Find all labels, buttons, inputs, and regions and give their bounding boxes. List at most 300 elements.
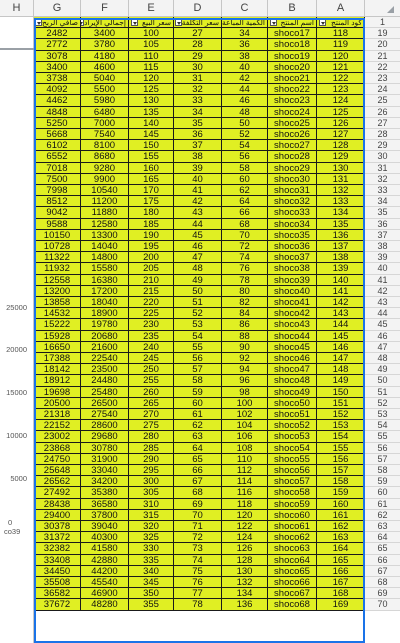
cell-c[interactable]: 76 <box>222 263 268 274</box>
cell-b[interactable]: shoco38 <box>268 263 317 274</box>
cell-d[interactable]: 71 <box>174 521 222 532</box>
column-header-h[interactable]: H <box>0 0 34 17</box>
cell-e[interactable]: 150 <box>129 140 174 151</box>
cell-d[interactable]: 42 <box>174 196 222 207</box>
cell-e[interactable]: 270 <box>129 409 174 420</box>
cell-a[interactable]: 122 <box>317 73 365 84</box>
cell-e[interactable]: 145 <box>129 129 174 140</box>
cell-f[interactable]: 26500 <box>81 398 129 409</box>
row-number[interactable]: 42 <box>365 286 400 297</box>
cell-g[interactable]: 15928 <box>34 331 81 342</box>
cell-g[interactable]: 15222 <box>34 319 81 330</box>
cell-b[interactable]: shoco67 <box>268 588 317 599</box>
cell-d[interactable]: 72 <box>174 532 222 543</box>
cell-f[interactable]: 15580 <box>81 263 129 274</box>
cell-a[interactable]: 152 <box>317 409 365 420</box>
row-number[interactable]: 64 <box>365 532 400 543</box>
cell-a[interactable]: 169 <box>317 599 365 610</box>
cell-a[interactable]: 131 <box>317 174 365 185</box>
cell-b[interactable]: shoco43 <box>268 319 317 330</box>
cell-a[interactable]: 126 <box>317 118 365 129</box>
cell-a[interactable]: 120 <box>317 51 365 62</box>
cell-e[interactable]: 240 <box>129 342 174 353</box>
cell-c[interactable]: 40 <box>222 62 268 73</box>
cell-c[interactable]: 50 <box>222 118 268 129</box>
cell-d[interactable]: 43 <box>174 207 222 218</box>
row-number[interactable]: 27 <box>365 118 400 129</box>
cell-a[interactable]: 146 <box>317 342 365 353</box>
cell-b[interactable]: shoco17 <box>268 28 317 39</box>
cell-f[interactable]: 33040 <box>81 465 129 476</box>
cell-f[interactable]: 46900 <box>81 588 129 599</box>
cell-f[interactable]: 11880 <box>81 207 129 218</box>
filter-header-b[interactable] <box>268 17 317 28</box>
cell-g[interactable]: 19698 <box>34 387 81 398</box>
cell-c[interactable]: 34 <box>222 28 268 39</box>
cell-d[interactable]: 35 <box>174 118 222 129</box>
cell-d[interactable]: 48 <box>174 263 222 274</box>
cell-a[interactable]: 136 <box>317 230 365 241</box>
cell-a[interactable]: 144 <box>317 319 365 330</box>
cell-c[interactable]: 116 <box>222 487 268 498</box>
cell-c[interactable]: 102 <box>222 409 268 420</box>
filter-header-d[interactable] <box>174 17 222 28</box>
cell-e[interactable]: 200 <box>129 252 174 263</box>
cell-f[interactable]: 14040 <box>81 241 129 252</box>
cell-a[interactable]: 135 <box>317 219 365 230</box>
cell-b[interactable]: shoco42 <box>268 308 317 319</box>
cell-b[interactable]: shoco45 <box>268 342 317 353</box>
cell-g[interactable]: 8512 <box>34 196 81 207</box>
cell-c[interactable]: 96 <box>222 375 268 386</box>
cell-f[interactable]: 12580 <box>81 219 129 230</box>
cell-g[interactable]: 29400 <box>34 510 81 521</box>
cell-a[interactable]: 145 <box>317 331 365 342</box>
cell-e[interactable]: 335 <box>129 555 174 566</box>
cell-b[interactable]: shoco64 <box>268 555 317 566</box>
row-number[interactable]: 29 <box>365 140 400 151</box>
row-number[interactable]: 26 <box>365 107 400 118</box>
cell-d[interactable]: 52 <box>174 308 222 319</box>
cell-d[interactable]: 38 <box>174 151 222 162</box>
cell-e[interactable]: 195 <box>129 241 174 252</box>
cell-f[interactable]: 27540 <box>81 409 129 420</box>
cell-b[interactable]: shoco62 <box>268 532 317 543</box>
cell-e[interactable]: 355 <box>129 599 174 610</box>
row-number[interactable]: 68 <box>365 577 400 588</box>
cell-a[interactable]: 156 <box>317 454 365 465</box>
cell-b[interactable]: shoco18 <box>268 39 317 50</box>
row-number[interactable]: 48 <box>365 353 400 364</box>
row-number[interactable]: 23 <box>365 73 400 84</box>
cell-g[interactable]: 23868 <box>34 443 81 454</box>
cell-e[interactable]: 255 <box>129 375 174 386</box>
cell-g[interactable]: 14532 <box>34 308 81 319</box>
cell-a[interactable]: 164 <box>317 543 365 554</box>
row-number[interactable]: 56 <box>365 443 400 454</box>
cell-f[interactable]: 5040 <box>81 73 129 84</box>
cell-d[interactable]: 55 <box>174 342 222 353</box>
row-number[interactable]: 60 <box>365 487 400 498</box>
cell-d[interactable]: 63 <box>174 431 222 442</box>
cell-g[interactable]: 7018 <box>34 163 81 174</box>
cell-b[interactable]: shoco33 <box>268 207 317 218</box>
cell-b[interactable]: shoco37 <box>268 252 317 263</box>
row-number[interactable]: 30 <box>365 151 400 162</box>
cell-d[interactable]: 74 <box>174 555 222 566</box>
cell-d[interactable]: 47 <box>174 252 222 263</box>
cell-a[interactable]: 168 <box>317 588 365 599</box>
cell-g[interactable]: 17388 <box>34 353 81 364</box>
cell-e[interactable]: 230 <box>129 319 174 330</box>
cell-c[interactable]: 44 <box>222 84 268 95</box>
cell-g[interactable]: 9588 <box>34 219 81 230</box>
cell-f[interactable]: 42880 <box>81 555 129 566</box>
cell-e[interactable]: 105 <box>129 39 174 50</box>
cell-e[interactable]: 205 <box>129 263 174 274</box>
cell-c[interactable]: 52 <box>222 129 268 140</box>
cell-g[interactable]: 4092 <box>34 84 81 95</box>
row-number[interactable]: 70 <box>365 599 400 610</box>
row-number[interactable]: 37 <box>365 230 400 241</box>
cell-a[interactable]: 150 <box>317 387 365 398</box>
cell-a[interactable]: 165 <box>317 555 365 566</box>
cell-g[interactable]: 10728 <box>34 241 81 252</box>
cell-c[interactable]: 66 <box>222 207 268 218</box>
cell-e[interactable]: 175 <box>129 196 174 207</box>
row-number[interactable]: 45 <box>365 319 400 330</box>
row-number[interactable]: 61 <box>365 499 400 510</box>
cell-f[interactable]: 35380 <box>81 487 129 498</box>
cell-a[interactable]: 134 <box>317 207 365 218</box>
cell-a[interactable]: 159 <box>317 487 365 498</box>
cell-b[interactable]: shoco20 <box>268 62 317 73</box>
cell-g[interactable]: 35508 <box>34 577 81 588</box>
cell-f[interactable]: 4600 <box>81 62 129 73</box>
cell-d[interactable]: 68 <box>174 487 222 498</box>
cell-e[interactable]: 315 <box>129 510 174 521</box>
cell-f[interactable]: 37800 <box>81 510 129 521</box>
row-number[interactable]: 46 <box>365 331 400 342</box>
cell-d[interactable]: 30 <box>174 62 222 73</box>
cell-g[interactable]: 18142 <box>34 364 81 375</box>
cell-d[interactable]: 31 <box>174 73 222 84</box>
cell-c[interactable]: 112 <box>222 465 268 476</box>
cell-b[interactable]: shoco58 <box>268 487 317 498</box>
cell-b[interactable]: shoco46 <box>268 353 317 364</box>
cell-b[interactable]: shoco25 <box>268 118 317 129</box>
cell-a[interactable]: 153 <box>317 420 365 431</box>
cell-b[interactable]: shoco65 <box>268 566 317 577</box>
cell-b[interactable]: shoco55 <box>268 454 317 465</box>
cell-f[interactable]: 29680 <box>81 431 129 442</box>
cell-f[interactable]: 36580 <box>81 499 129 510</box>
cell-e[interactable]: 310 <box>129 499 174 510</box>
cell-c[interactable]: 54 <box>222 140 268 151</box>
cell-c[interactable]: 104 <box>222 420 268 431</box>
cell-g[interactable]: 2482 <box>34 28 81 39</box>
cell-d[interactable]: 61 <box>174 409 222 420</box>
cell-a[interactable]: 151 <box>317 398 365 409</box>
cell-a[interactable]: 130 <box>317 163 365 174</box>
cell-f[interactable]: 14800 <box>81 252 129 263</box>
column-header-f[interactable]: F <box>81 0 129 17</box>
cell-e[interactable]: 350 <box>129 588 174 599</box>
cell-c[interactable]: 88 <box>222 331 268 342</box>
row-number[interactable]: 51 <box>365 387 400 398</box>
cell-e[interactable]: 250 <box>129 364 174 375</box>
cell-a[interactable]: 154 <box>317 431 365 442</box>
cell-e[interactable]: 330 <box>129 543 174 554</box>
cell-c[interactable]: 36 <box>222 39 268 50</box>
cell-b[interactable]: shoco28 <box>268 151 317 162</box>
cell-e[interactable]: 235 <box>129 331 174 342</box>
cell-a[interactable]: 123 <box>317 84 365 95</box>
cell-a[interactable]: 163 <box>317 532 365 543</box>
cell-a[interactable]: 132 <box>317 185 365 196</box>
cell-e[interactable]: 325 <box>129 532 174 543</box>
cell-f[interactable]: 40300 <box>81 532 129 543</box>
cell-a[interactable]: 142 <box>317 297 365 308</box>
cell-f[interactable]: 17200 <box>81 286 129 297</box>
row-number[interactable]: 58 <box>365 465 400 476</box>
cell-f[interactable]: 9280 <box>81 163 129 174</box>
cell-g[interactable]: 11932 <box>34 263 81 274</box>
row-number[interactable]: 33 <box>365 185 400 196</box>
row-number[interactable]: 32 <box>365 174 400 185</box>
cell-b[interactable]: shoco27 <box>268 140 317 151</box>
cell-c[interactable]: 78 <box>222 275 268 286</box>
cell-e[interactable]: 220 <box>129 297 174 308</box>
cell-a[interactable]: 161 <box>317 510 365 521</box>
cell-b[interactable]: shoco29 <box>268 163 317 174</box>
cell-e[interactable]: 295 <box>129 465 174 476</box>
cell-b[interactable]: shoco59 <box>268 499 317 510</box>
cell-c[interactable]: 106 <box>222 431 268 442</box>
cell-e[interactable]: 120 <box>129 73 174 84</box>
cell-a[interactable]: 155 <box>317 443 365 454</box>
cell-g[interactable]: 37672 <box>34 599 81 610</box>
cell-e[interactable]: 320 <box>129 521 174 532</box>
cell-c[interactable]: 132 <box>222 577 268 588</box>
cell-c[interactable]: 126 <box>222 543 268 554</box>
cell-g[interactable]: 36582 <box>34 588 81 599</box>
cell-e[interactable]: 135 <box>129 107 174 118</box>
cell-e[interactable]: 280 <box>129 431 174 442</box>
cell-a[interactable]: 166 <box>317 566 365 577</box>
cell-c[interactable]: 74 <box>222 252 268 263</box>
cell-d[interactable]: 64 <box>174 443 222 454</box>
cell-g[interactable]: 6102 <box>34 140 81 151</box>
cell-e[interactable]: 100 <box>129 28 174 39</box>
filter-header-f[interactable] <box>81 17 129 28</box>
cell-a[interactable]: 124 <box>317 95 365 106</box>
cell-d[interactable]: 75 <box>174 566 222 577</box>
cell-e[interactable]: 340 <box>129 566 174 577</box>
filter-dropdown-icon[interactable] <box>270 19 277 26</box>
cell-e[interactable]: 265 <box>129 398 174 409</box>
cell-g[interactable]: 31372 <box>34 532 81 543</box>
cell-b[interactable]: shoco51 <box>268 409 317 420</box>
cell-b[interactable]: shoco54 <box>268 443 317 454</box>
cell-c[interactable]: 86 <box>222 319 268 330</box>
cell-d[interactable]: 56 <box>174 353 222 364</box>
row-number[interactable]: 52 <box>365 398 400 409</box>
cell-d[interactable]: 53 <box>174 319 222 330</box>
cell-c[interactable]: 118 <box>222 499 268 510</box>
row-number[interactable]: 1 <box>365 17 400 28</box>
cell-a[interactable]: 121 <box>317 62 365 73</box>
cell-e[interactable]: 215 <box>129 286 174 297</box>
cell-g[interactable]: 9042 <box>34 207 81 218</box>
cell-d[interactable]: 39 <box>174 163 222 174</box>
cell-e[interactable]: 170 <box>129 185 174 196</box>
cell-b[interactable]: shoco44 <box>268 331 317 342</box>
cell-a[interactable]: 119 <box>317 39 365 50</box>
cell-b[interactable]: shoco48 <box>268 375 317 386</box>
cell-a[interactable]: 149 <box>317 375 365 386</box>
cell-b[interactable]: shoco26 <box>268 129 317 140</box>
row-number[interactable]: 54 <box>365 420 400 431</box>
cell-d[interactable]: 70 <box>174 510 222 521</box>
cell-c[interactable]: 48 <box>222 107 268 118</box>
row-number[interactable]: 67 <box>365 566 400 577</box>
cell-f[interactable]: 8100 <box>81 140 129 151</box>
cell-a[interactable]: 140 <box>317 275 365 286</box>
cell-g[interactable]: 11322 <box>34 252 81 263</box>
cell-c[interactable]: 80 <box>222 286 268 297</box>
cell-f[interactable]: 23500 <box>81 364 129 375</box>
cell-b[interactable]: shoco47 <box>268 364 317 375</box>
cell-f[interactable]: 48280 <box>81 599 129 610</box>
cell-c[interactable]: 94 <box>222 364 268 375</box>
cell-d[interactable]: 36 <box>174 129 222 140</box>
cell-f[interactable]: 20680 <box>81 331 129 342</box>
cell-e[interactable]: 140 <box>129 118 174 129</box>
row-number[interactable]: 25 <box>365 95 400 106</box>
cell-g[interactable]: 26562 <box>34 476 81 487</box>
row-number[interactable]: 63 <box>365 521 400 532</box>
cell-e[interactable]: 190 <box>129 230 174 241</box>
row-number[interactable]: 55 <box>365 431 400 442</box>
filter-header-a[interactable] <box>317 17 365 28</box>
row-number[interactable]: 57 <box>365 454 400 465</box>
cell-d[interactable]: 40 <box>174 174 222 185</box>
cell-c[interactable]: 124 <box>222 532 268 543</box>
cell-f[interactable]: 7540 <box>81 129 129 140</box>
cell-c[interactable]: 72 <box>222 241 268 252</box>
row-number[interactable]: 40 <box>365 263 400 274</box>
cell-d[interactable]: 67 <box>174 476 222 487</box>
cell-g[interactable]: 30378 <box>34 521 81 532</box>
cell-d[interactable]: 32 <box>174 84 222 95</box>
cell-g[interactable]: 34450 <box>34 566 81 577</box>
cell-f[interactable]: 16380 <box>81 275 129 286</box>
cell-c[interactable]: 122 <box>222 521 268 532</box>
cell-a[interactable]: 167 <box>317 577 365 588</box>
cell-e[interactable]: 305 <box>129 487 174 498</box>
cell-c[interactable]: 108 <box>222 443 268 454</box>
cell-g[interactable]: 5668 <box>34 129 81 140</box>
cell-c[interactable]: 46 <box>222 95 268 106</box>
cell-g[interactable]: 7998 <box>34 185 81 196</box>
cell-c[interactable]: 120 <box>222 510 268 521</box>
row-number[interactable]: 65 <box>365 543 400 554</box>
cell-b[interactable]: shoco30 <box>268 174 317 185</box>
filter-dropdown-icon[interactable] <box>175 19 182 26</box>
row-number[interactable]: 20 <box>365 39 400 50</box>
row-number[interactable]: 28 <box>365 129 400 140</box>
cell-g[interactable]: 32382 <box>34 543 81 554</box>
cell-a[interactable]: 138 <box>317 252 365 263</box>
cell-b[interactable]: shoco61 <box>268 521 317 532</box>
cell-f[interactable]: 18900 <box>81 308 129 319</box>
cell-f[interactable]: 3780 <box>81 39 129 50</box>
cell-g[interactable]: 21318 <box>34 409 81 420</box>
column-header-b[interactable]: B <box>268 0 317 17</box>
cell-d[interactable]: 45 <box>174 230 222 241</box>
cell-d[interactable]: 62 <box>174 420 222 431</box>
cell-g[interactable]: 3400 <box>34 62 81 73</box>
cell-e[interactable]: 115 <box>129 62 174 73</box>
cell-d[interactable]: 66 <box>174 465 222 476</box>
cell-a[interactable]: 118 <box>317 28 365 39</box>
cell-f[interactable]: 8680 <box>81 151 129 162</box>
column-header-d[interactable]: D <box>174 0 222 17</box>
cell-c[interactable]: 134 <box>222 588 268 599</box>
cell-f[interactable]: 5500 <box>81 84 129 95</box>
cell-d[interactable]: 77 <box>174 588 222 599</box>
cell-d[interactable]: 34 <box>174 107 222 118</box>
cell-d[interactable]: 28 <box>174 39 222 50</box>
filter-header-c[interactable] <box>222 17 268 28</box>
cell-d[interactable]: 50 <box>174 286 222 297</box>
cell-a[interactable]: 143 <box>317 308 365 319</box>
cell-g[interactable]: 6552 <box>34 151 81 162</box>
cell-g[interactable]: 4462 <box>34 95 81 106</box>
cell-a[interactable]: 147 <box>317 353 365 364</box>
row-number[interactable]: 41 <box>365 275 400 286</box>
filter-header-g[interactable] <box>34 17 81 28</box>
cell-f[interactable]: 9900 <box>81 174 129 185</box>
cell-d[interactable]: 49 <box>174 275 222 286</box>
filter-header-e[interactable] <box>129 17 174 28</box>
cell-d[interactable]: 58 <box>174 375 222 386</box>
row-number[interactable]: 39 <box>365 252 400 263</box>
cell-c[interactable]: 42 <box>222 73 268 84</box>
cell-c[interactable]: 136 <box>222 599 268 610</box>
column-header-a[interactable]: A <box>317 0 365 17</box>
cell-f[interactable]: 18040 <box>81 297 129 308</box>
row-number[interactable]: 24 <box>365 84 400 95</box>
row-number[interactable]: 31 <box>365 163 400 174</box>
select-all-corner[interactable] <box>365 0 400 17</box>
cell-d[interactable]: 65 <box>174 454 222 465</box>
cell-b[interactable]: shoco35 <box>268 230 317 241</box>
row-number[interactable]: 35 <box>365 207 400 218</box>
cell-g[interactable]: 24750 <box>34 454 81 465</box>
row-number[interactable]: 69 <box>365 588 400 599</box>
cell-b[interactable]: shoco22 <box>268 84 317 95</box>
cell-f[interactable]: 11200 <box>81 196 129 207</box>
cell-a[interactable]: 158 <box>317 476 365 487</box>
cell-e[interactable]: 160 <box>129 163 174 174</box>
cell-f[interactable]: 19780 <box>81 319 129 330</box>
cell-e[interactable]: 185 <box>129 219 174 230</box>
cell-e[interactable]: 110 <box>129 51 174 62</box>
cell-d[interactable]: 57 <box>174 364 222 375</box>
cell-g[interactable]: 33408 <box>34 555 81 566</box>
